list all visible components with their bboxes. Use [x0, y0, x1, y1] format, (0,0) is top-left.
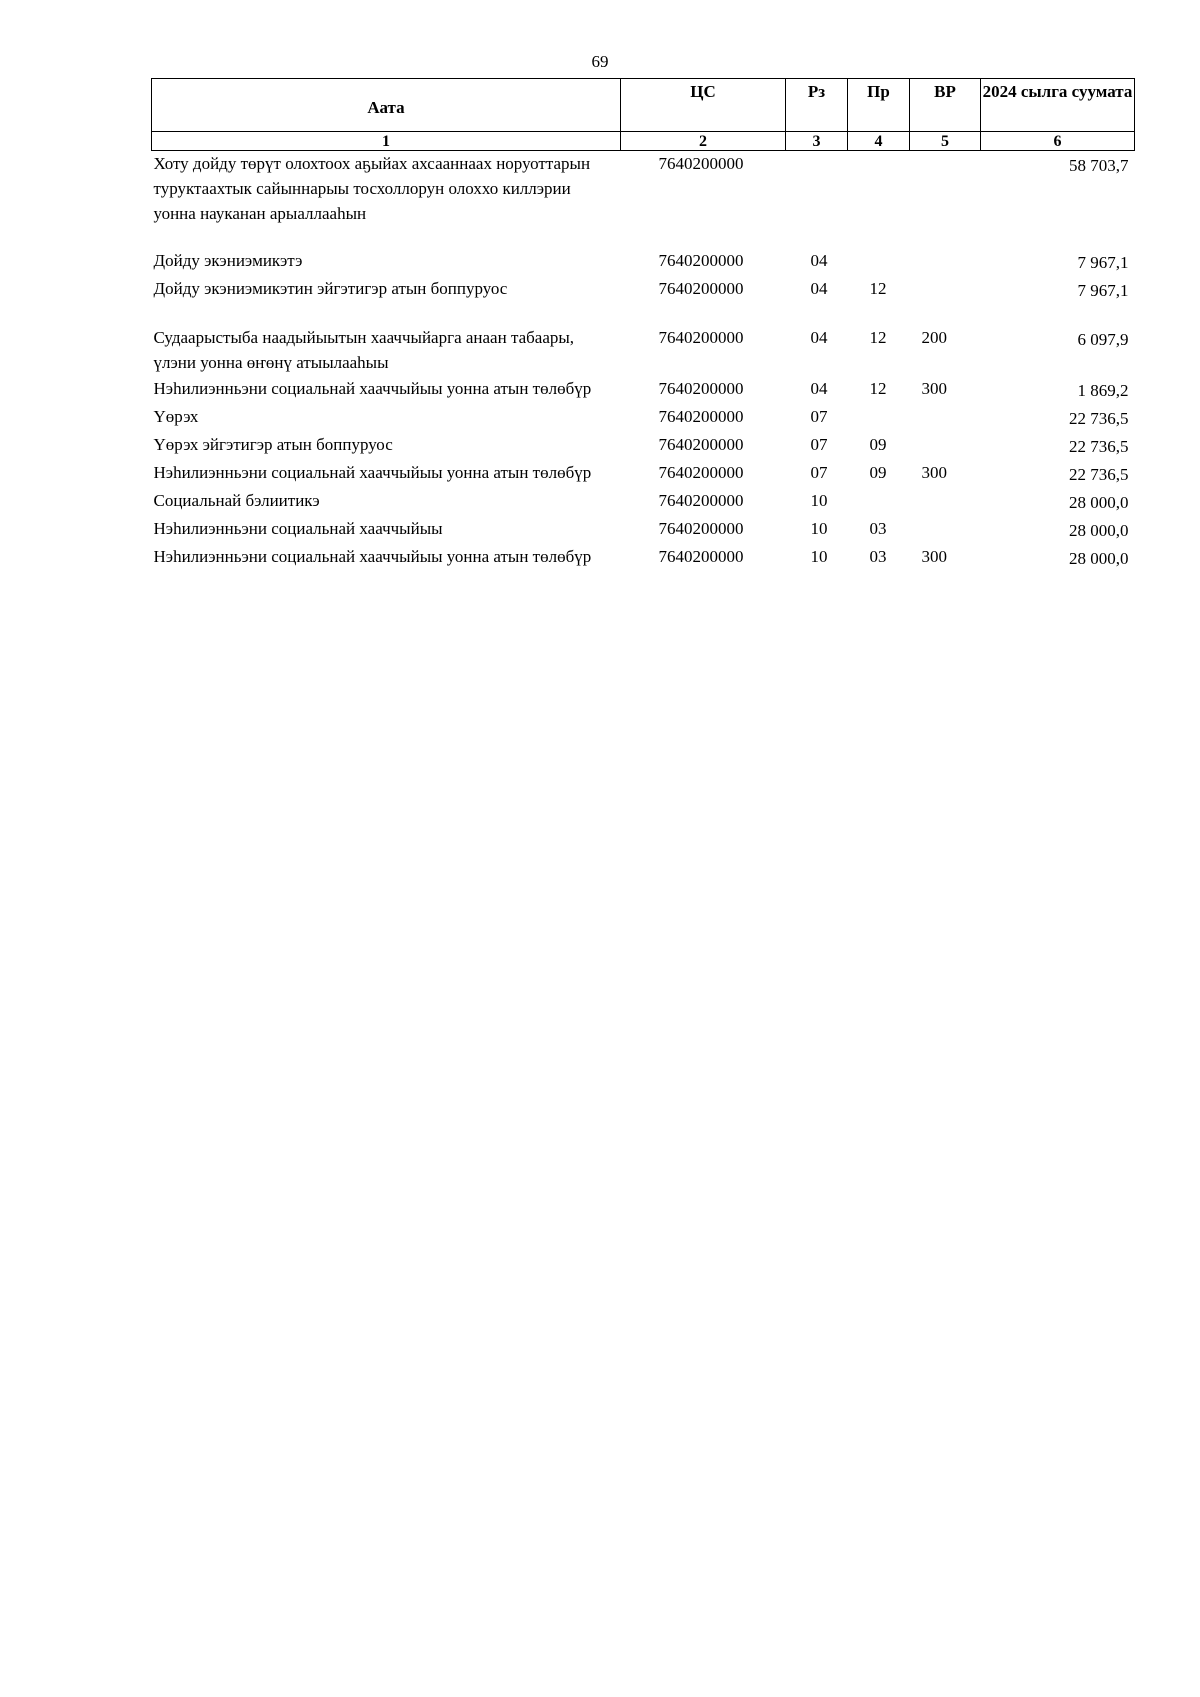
row-rz: 07 [810, 435, 828, 454]
row-vr [910, 151, 981, 249]
row-rz: 04 [810, 379, 828, 398]
row-sum: 7 967,1 [1077, 253, 1129, 272]
row-cs: 7640200000 [658, 435, 744, 454]
header-rz: Рз [786, 79, 848, 132]
column-number: 2 [621, 132, 786, 151]
row-sum: 22 736,5 [1069, 409, 1129, 428]
page-number: 69 [591, 52, 609, 71]
header-sum: 2024 сылга суумата [981, 79, 1135, 132]
row-rz: 04 [810, 279, 828, 298]
row-vr [910, 488, 981, 516]
row-vr: 200 [921, 328, 947, 347]
row-cs: 7640200000 [658, 154, 744, 173]
row-cs: 7640200000 [658, 379, 744, 398]
row-name: Нэһилиэнньэни социальнай хааччыйыы [153, 519, 443, 538]
row-sum: 28 000,0 [1069, 493, 1129, 512]
row-rz: 07 [810, 407, 828, 426]
row-rz: 10 [810, 519, 828, 538]
row-rz [786, 151, 848, 249]
row-rz: 10 [810, 547, 828, 566]
row-sum: 58 703,7 [1069, 156, 1129, 175]
row-cs: 7640200000 [658, 463, 744, 482]
column-number: 4 [848, 132, 910, 151]
row-name: Дойду экэниэмикэтин эйгэтигэр атын боппуруос [153, 279, 508, 298]
row-name: Судаарыстыба наадыйыытын хааччыйарга анаан табаары, үлэни уонна өҥөнү атыылааһыы [153, 328, 575, 372]
row-pr: 09 [869, 435, 887, 454]
column-number: 3 [786, 132, 848, 151]
row-sum: 6 097,9 [1077, 330, 1129, 349]
table-row [152, 276, 1135, 325]
row-pr [848, 248, 910, 276]
row-cs: 7640200000 [658, 547, 744, 566]
table-row [152, 488, 1135, 516]
row-pr [848, 404, 910, 432]
table-header [152, 79, 1135, 151]
row-name: Үөрэх [153, 407, 199, 426]
row-vr: 300 [921, 379, 947, 398]
row-name: Нэһилиэнньэни социальнай хааччыйыы уонна атын төлөбүр [153, 379, 592, 398]
table-row [152, 376, 1135, 404]
row-sum: 28 000,0 [1069, 549, 1129, 568]
row-sum: 28 000,0 [1069, 521, 1129, 540]
table-row [152, 516, 1135, 544]
row-pr: 03 [869, 547, 887, 566]
header-cs: ЦС [621, 79, 786, 132]
table-row [152, 460, 1135, 488]
row-name: Хоту дойду төрүт олохтоох аҕыйах ахсааннаах норуоттарын туруктаахтык сайыннарыы тосхоллорун олоххо киллэрии уонна науканан арыаллааһын [153, 154, 591, 223]
row-name: Нэһилиэнньэни социальнай хааччыйыы уонна атын төлөбүр [153, 463, 592, 482]
column-number: 6 [981, 132, 1135, 151]
table-row [152, 404, 1135, 432]
row-rz: 10 [810, 491, 828, 510]
budget-table [151, 78, 1135, 572]
row-cs: 7640200000 [658, 279, 744, 298]
row-vr: 300 [921, 547, 947, 566]
row-pr: 12 [869, 379, 887, 398]
row-pr: 09 [869, 463, 887, 482]
row-name: Үөрэх эйгэтигэр атын боппуруос [153, 435, 393, 454]
row-vr [910, 516, 981, 544]
row-vr: 300 [921, 463, 947, 482]
row-rz: 04 [810, 251, 828, 270]
row-name: Нэһилиэнньэни социальнай хааччыйыы уонна атын төлөбүр [153, 547, 592, 566]
row-cs: 7640200000 [658, 519, 744, 538]
row-pr [848, 488, 910, 516]
table-row [152, 151, 1135, 249]
header-row [152, 79, 1135, 132]
table-row [152, 248, 1135, 276]
row-cs: 7640200000 [658, 407, 744, 426]
table-body [152, 151, 1135, 573]
row-pr: 03 [869, 519, 887, 538]
column-number-row [152, 132, 1135, 151]
table-row [152, 544, 1135, 572]
row-name: Дойду экэниэмикэтэ [153, 251, 303, 270]
table-row [152, 325, 1135, 376]
row-vr [910, 248, 981, 276]
header-pr: Пр [848, 79, 910, 132]
row-sum: 22 736,5 [1069, 465, 1129, 484]
row-vr [910, 276, 981, 325]
header-vr: ВР [910, 79, 981, 132]
row-vr [910, 432, 981, 460]
row-sum: 7 967,1 [1077, 281, 1129, 300]
header-name: Аата [152, 79, 621, 132]
row-rz: 07 [810, 463, 828, 482]
row-cs: 7640200000 [658, 251, 744, 270]
column-number: 1 [152, 132, 621, 151]
row-cs: 7640200000 [658, 328, 744, 347]
table-row [152, 432, 1135, 460]
column-number: 5 [910, 132, 981, 151]
row-name: Социальнай бэлиитикэ [153, 491, 320, 510]
row-sum: 22 736,5 [1069, 437, 1129, 456]
row-vr [910, 404, 981, 432]
row-pr: 12 [869, 279, 887, 298]
row-pr [848, 151, 910, 249]
row-pr: 12 [869, 328, 887, 347]
row-rz: 04 [810, 328, 828, 347]
row-sum: 1 869,2 [1077, 381, 1129, 400]
row-cs: 7640200000 [658, 491, 744, 510]
